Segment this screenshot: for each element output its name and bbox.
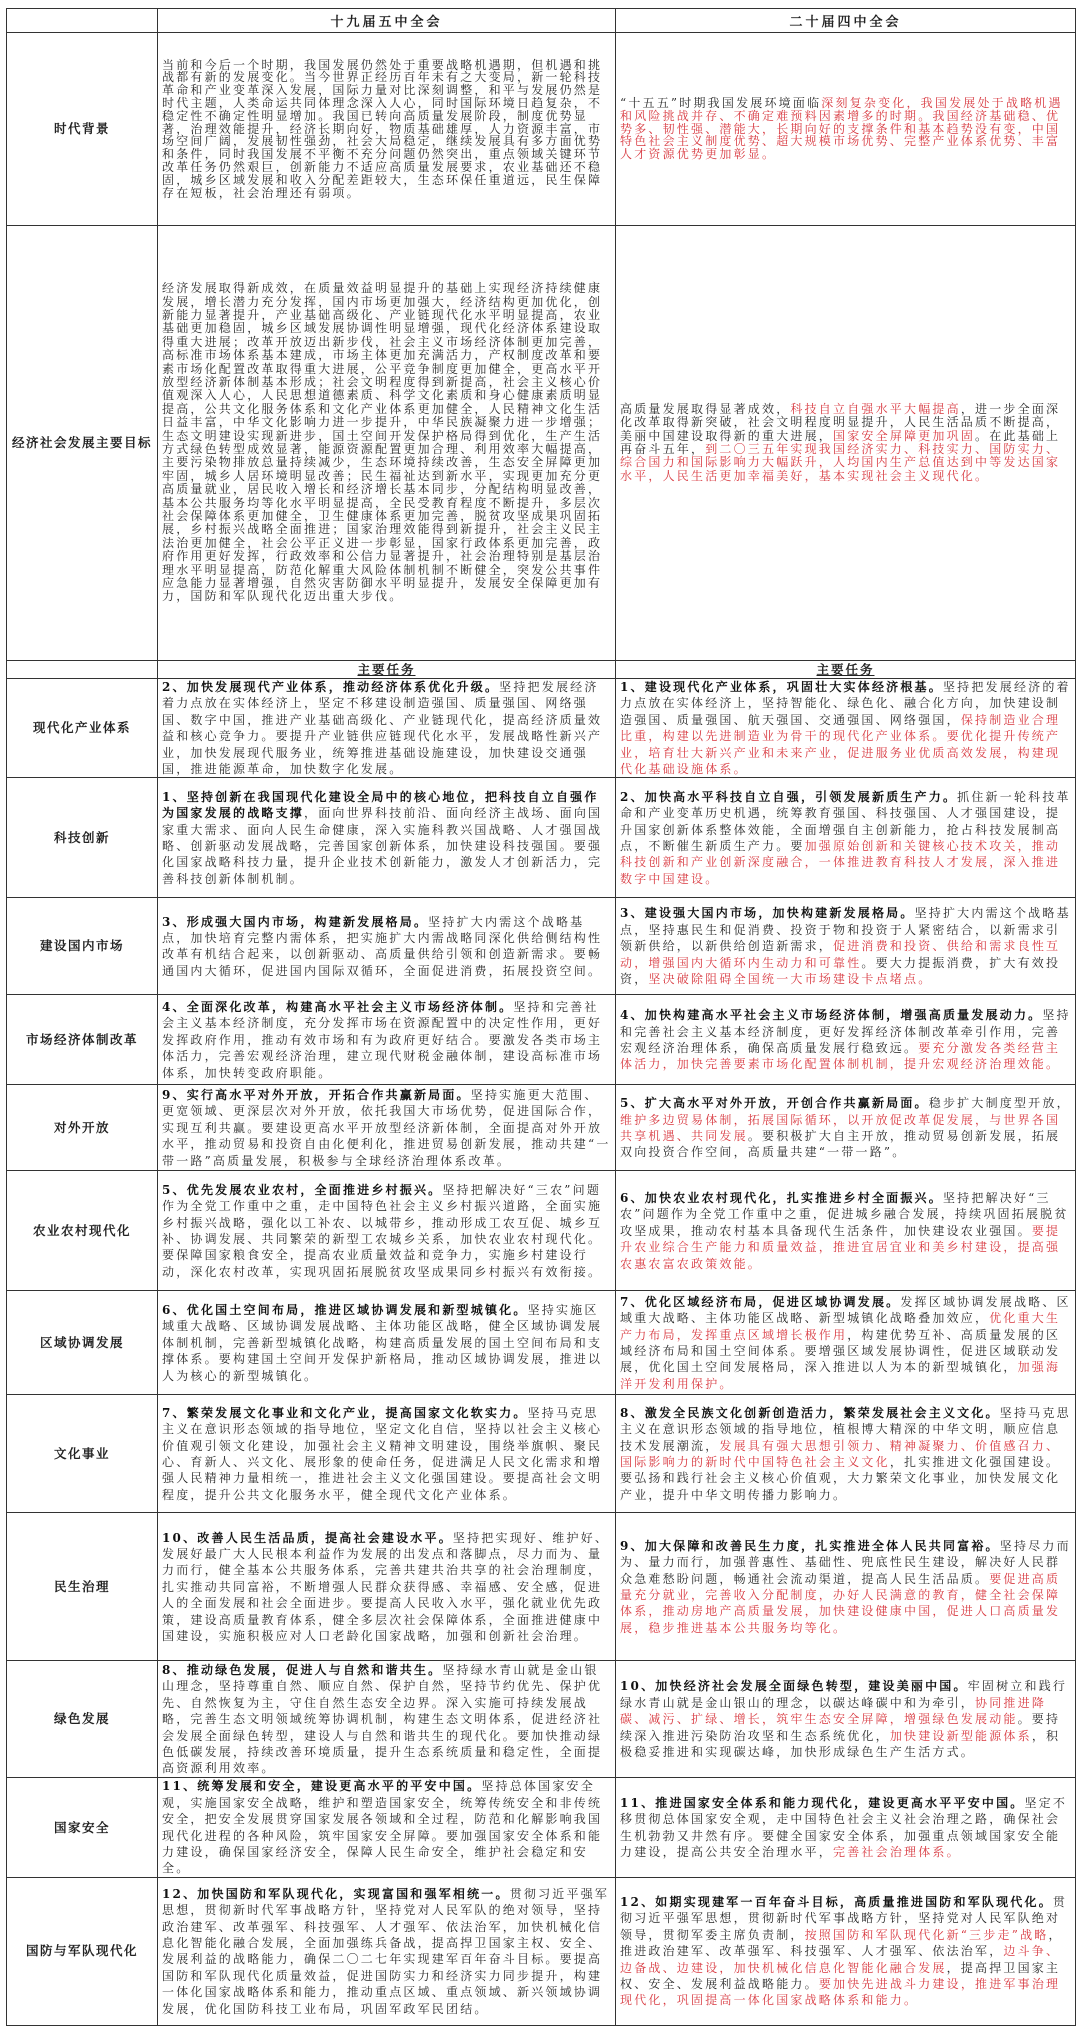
header-old-plenum: 十九届五中全会 [158,9,616,33]
new-plenum-cell [616,1085,1076,1171]
highlighted-text: 科技自立自强水平大幅提高 [790,401,961,416]
body-text: 坚持绿水青山就是金山银山理念，坚持尊重自然、顺应自然、保护自然，坚持节约优先、保护优先、自然恢复为主，守住自然生态安全边界。深入实施可持续发展战略，完善生态文明领域统筹协调机制，构建生态文明体系，促进经济社会发展全面绿色转型，建设人与自然和谐共生的现代化。要加快推动绿色低碳发展，持续改善环境质量，提升生态系统质量和稳定性，全面提高资源利用效率。 [162,1663,603,1776]
row-label: 国家安全 [7,1778,158,1877]
task-title: 8、推动绿色发展，促进人与自然和谐共生。 [162,1663,443,1678]
highlighted-text: 坚决破除阻碍全国统一大市场建设卡点堵点。 [648,972,933,987]
task-row [7,1171,1076,1291]
body-text: ，积极稳妥推进和实现碳达峰，加快形成绿色生产生活方式。 [620,1728,1061,1760]
row-label: 国防与军队现代化 [7,1877,158,2025]
task-title: 6、加快农业农村现代化，扎实推进乡村全面振兴。 [620,1190,943,1205]
old-plenum-cell [158,679,616,778]
task-title: 7、优化区域经济布局，促进区域协调发展。 [620,1294,901,1309]
task-title: 3、形成强大国内市场，构建新发展格局。 [162,914,429,929]
body-text: 坚持把解决好“三农”问题作为全党工作重中之重，促进城乡融合发展，持续巩固拓展脱贫攻坚成果，推动农村基本具备现代生活条件，加快建设农业强国。 [620,1190,1069,1238]
old-plenum-cell [158,1395,616,1513]
task-title: 7、繁荣发展文化事业和文化产业，提高国家文化软实力。 [162,1405,528,1420]
new-plenum-cell [616,1395,1076,1513]
body-text: 坚持和完善社会主义基本经济制度，充分发挥市场在资源配置中的决定性作用，更好发挥政府作用，推动有效市场和有为政府更好结合。要激发各类市场主体活力，完善宏观经济治理，建立现代财税金融体制，建设高标准市场体系，加快转变政府职能。 [162,999,603,1080]
task-title: 2、加快高水平科技自立自强，引领发展新质生产力。 [620,789,958,804]
task-title: 10、加快经济社会发展全面绿色转型，建设美丽中国。 [620,1679,968,1694]
highlighted-text: 要促进高质量充分就业，完善收入分配制度，办好人民满意的教育，健全社会保障体系，推动房地产高质量发展，加快建设健康中国，促进人口高质量发展，稳步推进基本公共服务均等化。 [620,1571,1061,1635]
task-row [7,995,1076,1085]
body-text: 贯彻习近平强军思想，贯彻新时代军事战略方针，坚持党对人民军队的绝对领导，坚持政治建军、改革强军、科技强军、人才强军、依法治军，加快机械化信息化智能化融合发展，全面加强练兵备战，提高捍卫国家主权、安全、发展利益的战略能力，确保二〇二七年实现建军百年奋斗目标。要提高国防和军队现代化质量效益，促进国防实力和经济实力同步提升，构建一体化国家战略体系和能力，推动重点区域、重点领域、新兴领域协调发展，优化国防科技工业布局，巩固军政军民团结。 [162,1886,610,2016]
body-text: 坚持马克思主义在意识形态领域的指导地位，坚定文化自信，坚持以社会主义核心价值观引领文化建设，加强社会主义精神文明建设，围绕举旗帜、聚民心、育新人、兴文化、展形象的使命任务，促进满足人民文化需求和增强人民精神力量相统一，推进社会主义文化强国建设。要提高社会文明程度，提升公共文化服务水平，健全现代文化产业体系。 [162,1405,603,1502]
body-text: 坚持马克思主义在意识形态领域的指导地位，植根博大精深的中华文明，顺应信息技术发展潮流， [620,1405,1071,1453]
task-row [7,778,1076,898]
highlighted-text: 发展具有强大思想引领力、精神凝聚力、价值感召力、国际影响力的新时代中国特色社会主义文化 [620,1438,1061,1469]
body-text: ，推进政治建军、改革强军、科技强军、人才强军、依法治军， [620,1927,1063,1959]
new-plenum-cell [616,995,1076,1085]
row-label: 民生治理 [7,1513,158,1661]
header-blank [7,9,158,33]
row-background [7,33,1076,226]
row-label: 建设国内市场 [7,898,158,995]
highlighted-text: 加强原始创新和关键核心技术攻关，推动科技创新和产业创新深度融合，一体推进教育科技人才发展，深入推进数字中国建设。 [620,838,1061,886]
row-label: 农业农村现代化 [7,1171,158,1291]
row-label: 绿色发展 [7,1661,158,1778]
old-plenum-cell [158,898,616,995]
new-plenum-cell [616,898,1076,995]
body-text: 坚持尽力而为、量力而行，加强普惠性、基础性、兜底性民生建设，解决好人民群众急难愁盼问题，畅通社会流动渠道，提高人民生活品质。 [620,1538,1071,1586]
body-text: 牢固树立和践行绿水青山就是金山银山的理念，以碳达峰碳中和为牵引， [620,1679,1068,1710]
task-title: 3、建设强大国内市场，加快构建新发展格局。 [620,906,915,921]
section-blank [7,661,158,679]
body-text: 贯彻习近平强军思想，贯彻新时代军事战略方针，坚持党对人民军队绝对领导，贯彻军委主席负责制， [620,1894,1068,1942]
body-text: 坚持把实现好、维护好、发展好最广大人民根本利益作为发展的出发点和落脚点，尽力而为、量力而行，健全基本公共服务体系，完善共建共治共享的社会治理制度，扎实推动共同富裕，不断增强人民群众获得感、幸福感、安全感，促进人的全面发展和社会全面进步。要提高人民收入水平，强化就业优先政策，建设高质量教育体系，健全多层次社会保障体系，全面推进健康中国建设，实施积极应对人口老龄化国家战略，加强和创新社会治理。 [162,1530,610,1643]
body-text: 发挥区域协调发展战略、区域重大战略、主体功能区战略、新型城镇化战略叠加效应， [620,1294,1071,1326]
highlighted-text: 要加快先进战斗力建设，推进军事治理现代化，巩固提高一体化国家战略体系和能力。 [620,1976,1061,2008]
section-title-old: 主要任务 [158,661,616,679]
old-plenum-cell [158,33,616,226]
task-row [7,1877,1076,2025]
row-label: 现代化产业体系 [7,679,158,778]
task-row [7,1661,1076,1778]
old-plenum-cell [158,1171,616,1291]
task-row [7,1513,1076,1661]
task-title: 9、加大保障和改善民生力度，扎实推进全体人民共同富裕。 [620,1538,1000,1553]
task-title: 12、如期实现建军一百年奋斗目标，高质量推进国防和军队现代化。 [620,1894,1053,1909]
highlighted-text: 国家安全屏障更加巩固 [833,428,976,443]
old-plenum-cell [158,1513,616,1661]
body-text: 。要大力提振消费，扩大有效投资， [620,955,1061,987]
task-title: 2、加快发展现代产业体系，推动经济体系优化升级。 [162,680,500,694]
highlighted-text: 加强海洋开发利用保护。 [620,1360,1061,1391]
new-plenum-cell [616,679,1076,778]
new-plenum-cell [616,1171,1076,1291]
task-title: 5、优先发展农业农村，全面推进乡村振兴。 [162,1182,443,1197]
body-text: 坚持把解决好“三农”问题作为全党工作重中之重，走中国特色社会主义乡村振兴道路，全面实施乡村振兴战略，强化以工补农、以城带乡，推动形成工农互促、城乡互补、协调发展、共同繁荣的新型工农城乡关系，加快农业农村现代化。要保障国家粮食安全，提高农业质量效益和竞争力，实施乡村建设行动，深化农村改革，实现巩固拓展脱贫攻坚成果同乡村振兴有效衔接。 [162,1182,603,1279]
task-row [7,679,1076,778]
task-row [7,1085,1076,1171]
body-text: 坚持扩大内需这个战略基点，加快培育完整内需体系，把实施扩大内需战略同深化供给侧结构性改革有机结合起来，以创新驱动、高质量供给引领和创造新需求。要畅通国内大循环，促进国内国际双循环，全面促进消费，拓展投资空间。 [162,914,603,978]
row-goals [7,226,1076,661]
old-plenum-cell [158,1291,616,1395]
highlighted-text: 保持制造业合理比重，构建以先进制造业为骨干的现代化产业体系。要优化提升传统产业，培育壮大新兴产业和未来产业，促进服务业优质高效发展，构建现代化基础设施体系。 [620,712,1061,777]
old-plenum-cell [158,226,616,661]
body-text: 坚持把发展经济的着力点放在实体经济上，坚持智能化、绿色化、融合化方向，加快建设制造强国、质量强国、航天强国、交通强国、网络强国， [620,680,1071,727]
body-text: 坚持扩大内需这个战略基点，坚持惠民生和促消费、投资于物和投资于人紧密结合，以新需求引领新供给，以新供给创造新需求， [620,906,1071,954]
body-text: 抓住新一轮科技革命和产业变革历史机遇，统筹教育强国、科技强国、人才强国建设，提升国家创新体系整体效能，全面增强自主创新能力，抢占科技发展制高点，不断催生新质生产力。要 [620,789,1071,853]
new-plenum-cell [616,1877,1076,2025]
task-row [7,1778,1076,1877]
task-title: 5、扩大高水平对外开放，开创合作共赢新局面。 [620,1096,929,1111]
new-plenum-cell [616,1291,1076,1395]
new-plenum-cell [616,1778,1076,1877]
row-label: 经济社会发展主要目标 [7,226,158,661]
old-plenum-cell [158,1877,616,2025]
body-text: ，提高捍卫国家主权、安全、发展利益战略能力。 [620,1960,1061,1991]
highlighted-text: 深刻复杂变化，我国发展处于战略机遇和风险挑战并存、不确定难预料因素增多的时期。我国经济基础稳、优势多、韧性强、潜能大，长期向好的支撑条件和基本趋势没有变，中国特色社会主义制度优势、超大规模市场优势、完整产业体系优势、丰富人才资源优势更加彰显。 [620,96,1063,162]
task-title: 1、坚持创新在我国现代化建设全局中的核心地位，把科技自立自强作为国家发展的战略支撑 [162,789,599,821]
new-plenum-cell [616,1661,1076,1778]
highlighted-text: 完善社会治理体系。 [833,1845,961,1860]
header-row [7,9,1076,33]
task-title: 1、建设现代化产业体系，巩固壮大实体经济根基。 [620,680,943,694]
highlighted-text: 要提升农业综合生产能力和质量效益，推进宜居宜业和美乡村建设，提高强农惠农富农政策效能。 [620,1223,1061,1271]
body-text: ，进一步全面深化改革取得新突破，社会文明程度明显提升，人民生活品质不断提高，美丽中国建设取得新的重大进展， [620,401,1061,443]
task-title: 12、加快国防和军队现代化，实现富国和强军相统一。 [162,1886,510,1901]
old-plenum-cell [158,1085,616,1171]
section-header-row [7,661,1076,679]
highlighted-text: 到二〇三五年实现我国经济实力、科技实力、国防实力、综合国力和国际影响力大幅跃升，人均国内生产总值达到中等发达国家水平，人民生活更加幸福美好，基本实现社会主义现代化。 [620,442,1061,483]
task-row [7,898,1076,995]
new-plenum-cell [616,33,1076,226]
task-title: 4、加快构建高水平社会主义市场经济体制，增强高质量发展动力。 [620,1008,1043,1023]
body-text: 坚持把发展经济着力点放在实体经济上，坚定不移建设制造强国、质量强国、网络强国、数字中国，推进产业基础高级化、产业链现代化，提高经济质量效益和核心竞争力。要提升产业链供应链现代化水平，发展战略性新兴产业，加快发展现代服务业，统筹推进基础设施建设，加快建设交通强国，推进能源革命，加快数字化发展。 [162,680,603,777]
highlighted-text: 边斗争、边备战、边建设，加快机械化信息化智能化融合发展 [620,1944,1061,1975]
highlighted-text: 要充分激发各类经营主体活力，加快完善要素市场化配置体制机制，提升宏观经济治理效能。 [620,1040,1061,1072]
body-text: 。在此基础上再奋斗五年， [620,428,1061,456]
highlighted-text: 优化重大生产力布局，发挥重点区域增长极作用 [620,1311,1061,1342]
body-text: 。要持续深入推进污染防治攻坚和生态系统优化， [620,1712,1061,1743]
task-title: 10、改善人民生活品质，提高社会建设水平。 [162,1530,453,1545]
highlighted-text: 按照国防和军队现代化新“三步走”战略 [804,1927,1049,1942]
highlighted-text: 促进消费和投资、供给和需求良性互动，增强国内大循环内生动力和可靠性 [620,939,1061,970]
task-title: 11、统筹发展和安全，建设更高水平的平安中国。 [162,1779,482,1794]
task-title: 8、激发全民族文化创新创造活力，繁荣发展社会主义文化。 [620,1405,1000,1420]
body-text: 坚持实施更大范围、更宽领域、更深层次对外开放，依托我国大市场优势，促进国际合作，实现互利共赢。要建设更高水平开放型经济新体制，全面提高对外开放水平，推动贸易和投资自由化便利化，推进贸易创新发展，推动共建“一带一路”高质量发展，积极参与全球经济治理体系改革。 [162,1087,611,1168]
task-title: 9、实行高水平对外开放，开拓合作共赢新局面。 [162,1087,471,1102]
body-text: 稳步扩大制度型开放， [928,1096,1071,1111]
body-text: ，扎实推进文化强国建设。要弘扬和践行社会主义核心价值观，大力繁荣文化事业，加快发展文化产业，提升中华文明传播力影响力。 [620,1454,1061,1502]
header-new-plenum: 二十届四中全会 [616,9,1076,33]
row-label: 时代背景 [7,33,158,226]
row-label: 市场经济体制改革 [7,995,158,1085]
old-plenum-cell [158,778,616,898]
body-text: “十五五”时期我国发展环境面临 [620,96,822,110]
body-text: 。要积极扩大自主开放，推动贸易创新发展，拓展双向投资合作空间，高质量共建“一带一路”。 [620,1128,1061,1160]
task-title: 6、优化国土空间布局，推进区域协调发展和新型城镇化。 [162,1302,528,1317]
old-plenum-cell [158,1661,616,1778]
body-text: ，构建优势互补、高质量发展的区域经济布局和国土空间体系。要增强区域发展协调性，促进区域联动发展，优化国土空间发展格局，深入推进以人为本的新型城镇化， [620,1327,1061,1375]
body-text: 坚持和完善社会主义基本经济制度，更好发挥经济体制改革牵引作用，完善宏观经济治理体系，确保高质量发展行稳致远。 [620,1008,1071,1055]
new-plenum-cell [616,1513,1076,1661]
task-row [7,1395,1076,1513]
comparison-table [6,8,1076,2026]
body-text: ，面向世界科技前沿、面向经济主战场、面向国家重大需求、面向人民生命健康，深入实施科教兴国战略、人才强国战略、创新驱动发展战略，完善国家创新体系，加快建设科技强国。要强化国家战略科技力量，提升企业技术创新能力，激发人才创新活力，完善科技创新体制机制。 [162,806,603,886]
section-title-new: 主要任务 [616,661,1076,679]
body-text: 当前和今后一个时期，我国发展仍然处于重要战略机遇期，但机遇和挑战都有新的发展变化。当今世界正经历百年未有之大变局，新一轮科技革命和产业变革深入发展，国际力量对比深刻调整，和平与发展仍然是时代主题，人类命运共同体理念深入人心，同时国际环境日趋复杂，不稳定性不确定性明显增加。我国已转向高质量发展阶段，制度优势显著，治理效能提升，经济长期向好，物质基础雄厚，人力资源丰富，市场空间广阔，发展韧性强劲，社会大局稳定，继续发展具有多方面优势和条件，同时我国发展不平衡不充分问题仍然突出，重点领域关键环节改革任务仍然艰巨，创新能力不适应高质量发展要求，农业基础还不稳固，城乡区域发展和收入分配差距较大，生态环保任重道远，民生保障存在短板，社会治理还有弱项。 [162,57,603,200]
old-plenum-cell [158,1778,616,1877]
highlighted-text: 加快建设新型能源体系 [889,1728,1032,1743]
task-row [7,1291,1076,1395]
body-text: 经济发展取得新成效，在质量效益明显提升的基础上实现经济持续健康发展，增长潜力充分发挥，国内市场更加强大，经济结构更加优化，创新能力显著提升，产业基础高级化、产业链现代化水平明显提高，农业基础更加稳固，城乡区域发展协调性明显增强，现代化经济体系建设取得重大进展；改革开放迈出新步伐，社会主义市场经济体制更加完善，高标准市场体系基本建成，市场主体更加充满活力，产权制度改革和要素市场化配置改革取得重大进展，公平竞争制度更加健全，更高水平开放型经济新体制基本形成；社会文明程度得到新提高，社会主义核心价值观深入人心，人民思想道德素质、科学文化素质和身心健康素质明显提高，公共文化服务体系和文化产业体系更加健全，人民精神文化生活日益丰富，中华文化影响力进一步提升，中华民族凝聚力进一步增强；生态文明建设实现新进步，国土空间开发保护格局得到优化，生产生活方式绿色转型成效显著，能源资源配置更加合理、利用效率大幅提高，主要污染物排放总量持续减少，生态环境持续改善，生态安全屏障更加牢固，城乡人居环境明显改善；民生福祉达到新水平，实现更加充分更高质量就业，居民收入增长和经济增长基本同步，分配结构明显改善，基本公共服务均等化水平明显提高，全民受教育程度不断提升，多层次社会保障体系更加健全，卫生健康体系更加完善，脱贫攻坚成果巩固拓展，乡村振兴战略全面推进；国家治理效能得到新提升，社会主义民主法治更加健全，社会公平正义进一步彰显，国家行政体系更加完善，政府作用更好发挥，行政效率和公信力显著提升，社会治理特别是基层治理水平明显提高，防范化解重大风险体制机制不断健全，突发公共事件应急能力显著增强，自然灾害防御水平明显提升，发展安全保障更加有力，国防和军队现代化迈出重大步伐。 [162,281,603,604]
row-label: 科技创新 [7,778,158,898]
highlighted-text: 维护多边贸易体制，拓展国际循环，以开放促改革促发展，与世界各国共享机遇、共同发展 [620,1112,1061,1143]
body-text: 坚持总体国家安全观，实施国家安全战略，维护和塑造国家安全，统筹传统安全和非传统安全，把安全发展贯穿国家发展各领域和全过程，防范和化解影响我国现代化进程的各种风险，筑牢国家安全屏障。要加强国家安全体系和能力建设，确保国家经济安全，保障人民生命安全，维护社会稳定和安全。 [162,1779,603,1876]
body-text: 坚定不移贯彻总体国家安全观，走中国特色社会主义社会治理之路，确保社会生机勃勃又井然有序。要健全国家安全体系，加强重点领域国家安全能力建设，提高公共安全治理水平， [620,1795,1068,1860]
body-text: 高质量发展取得显著成效， [620,401,791,416]
highlighted-text: 协同推进降碳、减污、扩绿、增长，筑牢生态安全屏障，增强绿色发展动能 [620,1695,1047,1727]
old-plenum-cell [158,995,616,1085]
new-plenum-cell [616,778,1076,898]
task-title: 11、推进国家安全体系和能力现代化，建设更高水平平安中国。 [620,1795,1025,1810]
row-label: 区域协调发展 [7,1291,158,1395]
task-title: 4、全面深化改革，构建高水平社会主义市场经济体制。 [162,999,514,1014]
row-label: 对外开放 [7,1085,158,1171]
row-label: 文化事业 [7,1395,158,1513]
body-text: 坚持实施区域重大战略、区域协调发展战略、主体功能区战略，健全区域协调发展体制机制，完善新型城镇化战略，构建高质量发展的国土空间布局和支撑体系。要构建国土空间开发保护新格局，推动区域协调发展，推进以人为核心的新型城镇化。 [162,1302,603,1383]
new-plenum-cell [616,226,1076,661]
